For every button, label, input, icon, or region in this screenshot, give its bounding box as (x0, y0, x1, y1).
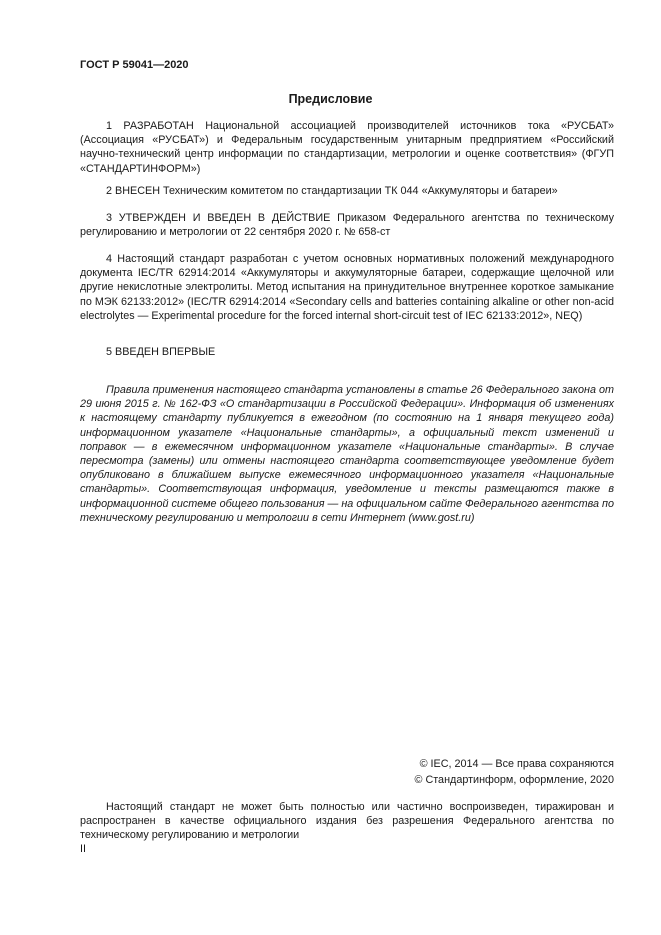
page-number: II (80, 843, 86, 855)
paragraph-introduced: 2 ВНЕСЕН Техническим комитетом по стандартизации ТК 044 «Аккумуляторы и батареи» (106, 185, 558, 197)
paragraph-approved: 3 УТВЕРЖДЕН И ВВЕДЕН В ДЕЙСТВИЕ Приказом Федерального агентства по техническому регулированию и метрологии от 22 сентября 2020 г. № 658-ст (80, 212, 614, 239)
application-rules-note: Правила применения настоящего стандарта установлены в статье 26 Федерального закона от 29 июня 2015 г. № 162-ФЗ «О стандартизации в Российской Федерации». Информация об изменениях к настоящему стандарту публикуется в ежегодном (по состоянию на 1 января текущего года) информационном указателе «Национальные стандарты», а официальный текст изменений и поправок — в ежемесячном информационном указателе «Национальные стандарты». В случае пересмотра (замены) или отмены настоящего стандарта соответствующее уведомление будет опубликовано в ближайшем выпуске ежемесячного информационного указателя «Национальные стандарты». Соответствующая информация, уведомление и тексты размещаются также в информационной системе общего пользования — на официальном сайте Федерального агентства по техническому регулированию и метрологии в сети Интернет (www.gost.ru) (80, 384, 614, 524)
document-id: ГОСТ Р 59041—2020 (80, 59, 189, 71)
paragraph-first-edition: 5 ВВЕДЕН ВПЕРВЫЕ (106, 346, 216, 358)
paragraph-basis: 4 Настоящий стандарт разработан с учетом основных нормативных положений международного документа IEC/TR 62914:2014 «Аккумуляторы и аккумуляторные батареи, содержащие щелочной или другие некислотные электролиты. Метод испытания на принудительное внутреннее короткое замыкание по МЭК 62133:2012» (IEC/TR 62914:2014 «Secondary cells and batteries containing alkaline or other non-acid electrolytes — Experimental procedure for the forced internal short-circuit test of IEC 62133:2012», NEQ) (80, 253, 614, 322)
reproduction-notice: Настоящий стандарт не может быть полностью или частично воспроизведен, тиражирован и распространен в качестве официального издания без разрешения Федерального агентства по техническому регулированию и метрологии (80, 801, 614, 842)
paragraph-developed: 1 РАЗРАБОТАН Национальной ассоциацией производителей источников тока «РУСБАТ» (Ассоциация «РУСБАТ») и Федеральным государственным унитарным предприятием «Российский научно-технический центр информации по стандартизации, метрологии и оценке соответствия» (ФГУП «СТАНДАРТИНФОРМ») (80, 120, 614, 175)
copyright-iec: © IEC, 2014 — Все права сохраняются (419, 758, 614, 770)
copyright-standartinform: © Стандартинформ, оформление, 2020 (414, 774, 614, 786)
page-title: Предисловие (288, 92, 373, 106)
